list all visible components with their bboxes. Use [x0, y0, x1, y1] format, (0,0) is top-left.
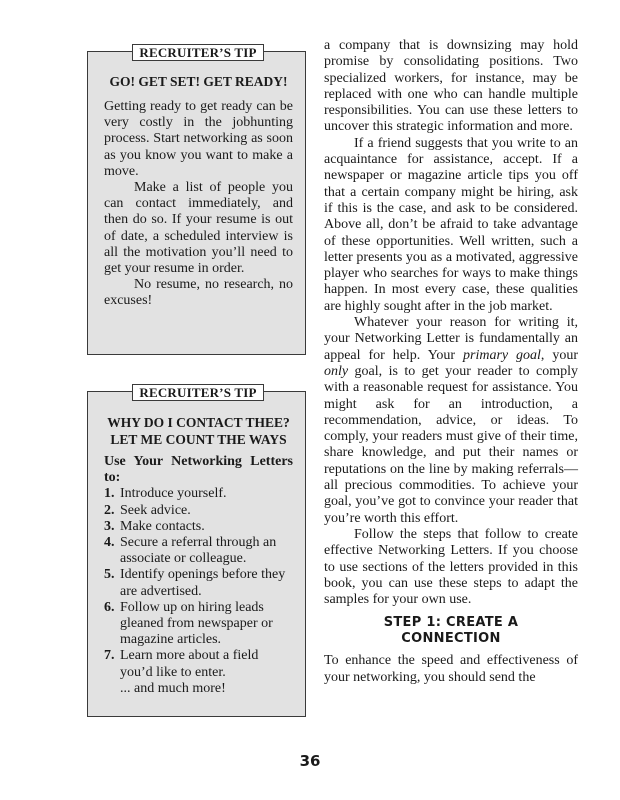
body-paragraph: a company that is downsizing may hold promise by consolidating positions. Two specialized workers, for instance, may be replaced with one who can handle multiple responsibilities. You can use these letters to uncover this strategic information and more. [324, 38, 578, 135]
list-item [104, 486, 293, 502]
recruiters-tip-box-2 [87, 385, 306, 717]
list-item-number: 2. [104, 502, 115, 518]
body-text-run: Whatever your reason for writing it, your Networking Letter is fundamentally an appeal for help. Your [324, 315, 578, 363]
list-item-text: Identify openings before they are advertised. [120, 567, 286, 599]
tip-content [104, 414, 293, 697]
tip-content [104, 73, 293, 310]
emphasis-primary-goal: primary goal [463, 347, 541, 363]
list-item-text: Secure a referral through an associate or colleague. [120, 535, 277, 567]
body-text-run: goal, is to get your reader to comply with a reasonable request for assistance. You might ask for an introduction, a recommendation, advice, or ideas. To comply, your readers must give of their time, share knowledge, and put their names or reputations on the line by making referrals—all precious commodities. To achieve your goal, you’ve got to convince your reader that you’re worth this effort. [324, 363, 578, 526]
list-item-number: 5. [104, 567, 115, 583]
list-item [104, 503, 293, 519]
tip-body [104, 99, 293, 310]
tip-heading: WHY DO I CONTACT THEE? [107, 415, 290, 430]
list-item [104, 567, 293, 599]
emphasis-only: only [324, 363, 349, 379]
body-paragraph: Follow the steps that follow to create effective Networking Letters. If you choose to use sections of the letters provided in this book, you can use these steps to adapt the samples for your own use. [324, 526, 578, 608]
list-item [104, 600, 293, 649]
list-item [104, 535, 293, 567]
recruiters-tip-box-1 [87, 45, 306, 355]
tip-paragraph: Getting ready to get ready can be very costly in the jobhunting process. Start networking as soon as you know you want to make a move. [104, 99, 293, 179]
section-heading-line: CONNECTION [401, 631, 501, 647]
tip-list [104, 486, 293, 680]
body-paragraph: If a friend suggests that you write to an acquaintance for assistance, accept. If a newspaper or magazine article tips you off that a certain company might be hiring, ask if this is the case, and ask to be considered. Above all, don’t be afraid to take advantage of these opportunities. Well written, such a letter presents you as a motivated, aggressive player who searches for ways to make things happen. In most every case, these qualities are highly sought after in the job market. [324, 135, 578, 314]
list-item-text: Follow up on hiring leads gleaned from newspaper or magazine articles. [120, 599, 273, 648]
list-item-number: 3. [104, 518, 115, 534]
section-heading-line: STEP 1: CREATE A [383, 615, 519, 631]
body-text-column [324, 38, 578, 686]
body-paragraph [324, 315, 578, 527]
list-item-text: Seek advice. [120, 502, 191, 518]
list-item-text: Learn more about a field you’d like to enter. [120, 648, 259, 680]
list-item [104, 519, 293, 535]
list-item-text: Make contacts. [120, 518, 205, 534]
body-paragraph: To enhance the speed and effectiveness of your networking, you should send the [324, 653, 578, 685]
tip-heading: GO! GET SET! GET READY! [109, 74, 288, 89]
tip-paragraph: No resume, no research, no excuses! [104, 277, 293, 309]
tip-paragraph: Make a list of people you can contact immediately, and then do so. If your resume is out of date, a scheduled interview is all the motivation you’ll need to get your resume in order. [104, 180, 293, 277]
tip-label: RECRUITER’S TIP [132, 384, 264, 401]
tip-heading: LET ME COUNT THE WAYS [110, 432, 287, 447]
list-item-text: Introduce yourself. [120, 486, 227, 502]
page-number: 36 [299, 752, 321, 770]
section-heading [324, 615, 578, 647]
tip-subheading: Use Your Networking Letters to: [104, 454, 293, 486]
list-item [104, 648, 293, 680]
tip-closing: ... and much more! [120, 680, 226, 696]
list-item-number: 7. [104, 648, 115, 664]
tip-label: RECRUITER’S TIP [132, 44, 264, 61]
body-text-run: , your [540, 347, 579, 363]
list-item-number: 1. [104, 486, 115, 502]
list-item-number: 4. [104, 535, 115, 551]
list-item-number: 6. [104, 599, 115, 615]
